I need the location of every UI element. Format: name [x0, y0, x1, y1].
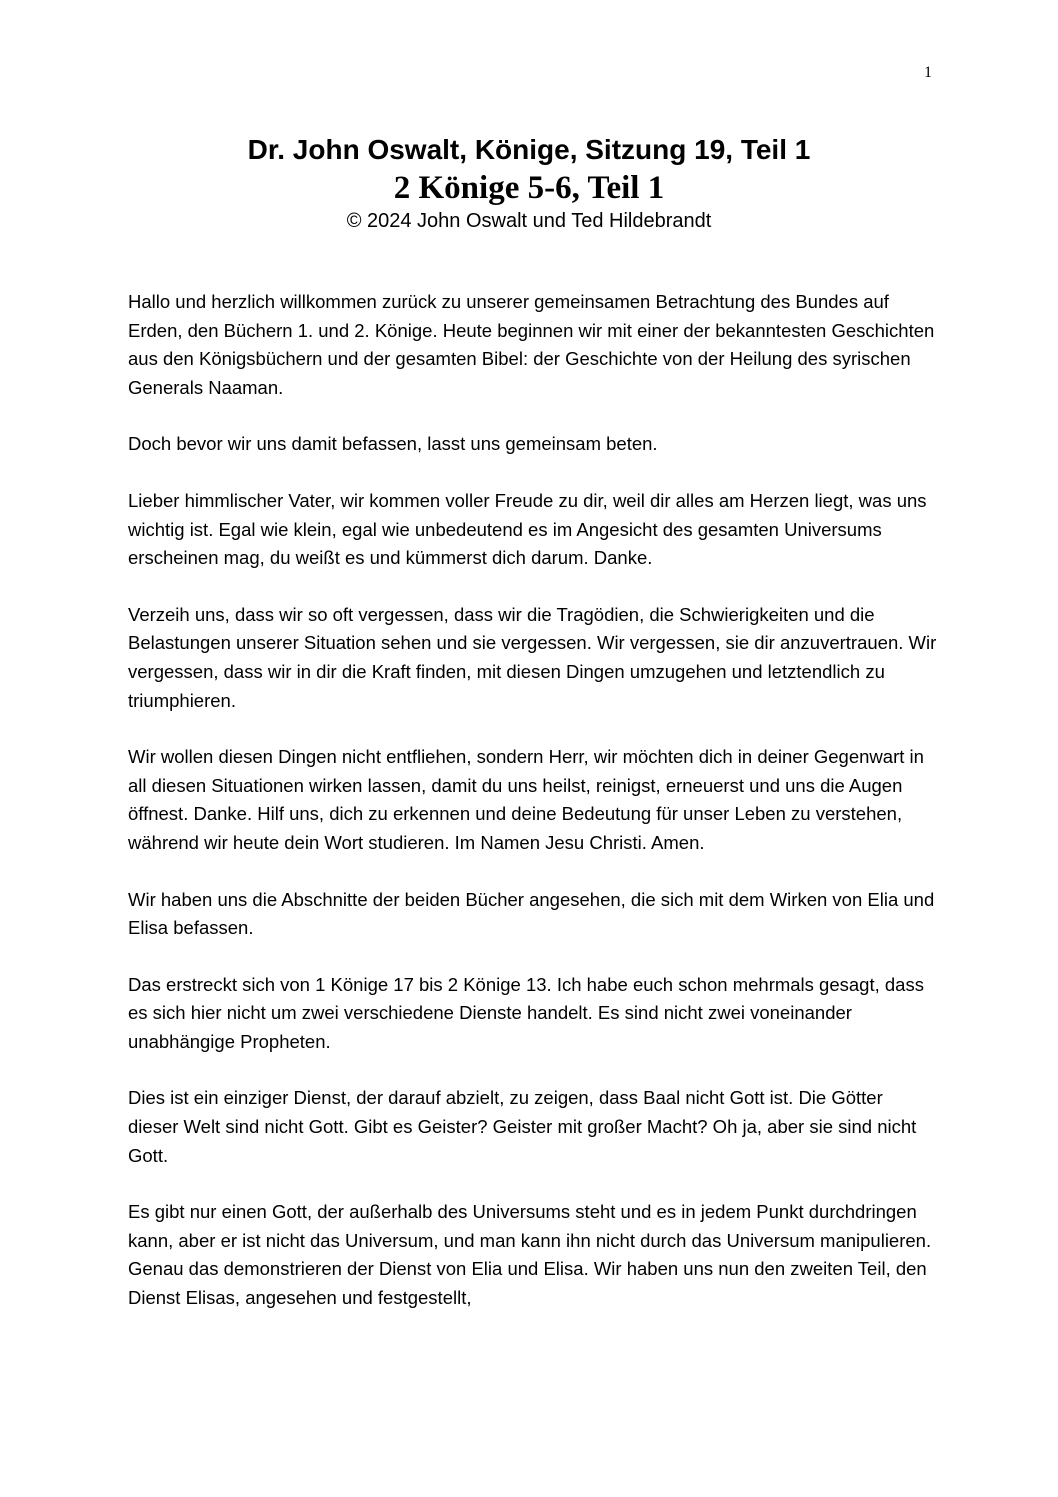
- copyright-line: © 2024 John Oswalt und Ted Hildebrandt: [346, 210, 712, 232]
- document-subtitle: 2 Könige 5-6, Teil 1: [393, 170, 665, 206]
- title-block: [0, 132, 1058, 234]
- paragraph: Es gibt nur einen Gott, der außerhalb des Universums steht und es in jedem Punkt durchdringen kann, aber er ist nicht das Universum, und man kann ihn nicht durch das Universum manipulieren. Genau das demonstrieren der Dienst von Elia und Elisa. Wir haben uns nun den zweiten Teil, den Dienst Elisas, angesehen und festgestellt,: [128, 1201, 932, 1309]
- paragraph: Lieber himmlischer Vater, wir kommen voller Freude zu dir, weil dir alles am Herzen liegt, was uns wichtig ist. Egal wie klein, egal wie unbedeutend es im Angesicht des gesamten Universums erscheinen mag, du weißt es und kümmerst dich darum. Danke.: [128, 489, 927, 569]
- paragraph: Doch bevor wir uns damit befassen, lasst uns gemeinsam beten.: [128, 433, 658, 455]
- paragraph: Wir haben uns die Abschnitte der beiden Bücher angesehen, die sich mit dem Wirken von Elia und Elisa befassen.: [128, 888, 935, 939]
- paragraph: Wir wollen diesen Dingen nicht entfliehen, sondern Herr, wir möchten dich in deiner Gegenwart in all diesen Situationen wirken lassen, damit du uns heilst, reinigst, erneuerst und uns die Augen öffnest. Danke. Hilf uns, dich zu erkennen und deine Bedeutung für unser Leben zu verstehen, während wir heute dein Wort studieren. Im Namen Jesu Christi. Amen.: [128, 746, 924, 853]
- paragraph: Das erstreckt sich von 1 Könige 17 bis 2 Könige 13. Ich habe euch schon mehrmals gesagt, dass es sich hier nicht um zwei verschiedene Dienste handelt. Es sind nicht zwei voneinander unabhängige Propheten.: [128, 973, 924, 1052]
- body-text: [128, 288, 938, 1341]
- document-title: Dr. John Oswalt, Könige, Sitzung 19, Teil 1: [247, 134, 811, 165]
- paragraph: Dies ist ein einziger Dienst, der darauf abzielt, zu zeigen, dass Baal nicht Gott ist. Die Götter dieser Welt sind nicht Gott. Gibt es Geister? Geister mit großer Macht? Oh ja, aber sie sind nicht Gott.: [128, 1087, 917, 1166]
- page-number: 1: [924, 64, 932, 81]
- paragraph: Hallo und herzlich willkommen zurück zu unserer gemeinsamen Betrachtung des Bundes auf Erden, den Büchern 1. und 2. Könige. Heute beginnen wir mit einer der bekanntesten Geschichten aus den Königsbüchern und der gesamten Bibel: der Geschichte von der Heilung des syrischen Generals Naaman.: [128, 291, 935, 398]
- paragraph: Verzeih uns, dass wir so oft vergessen, dass wir die Tragödien, die Schwierigkeiten und die Belastungen unserer Situation sehen und sie vergessen. Wir vergessen, sie dir anzuvertrauen. Wir vergessen, dass wir in dir die Kraft finden, mit diesen Dingen umzugehen und letztendlich zu triumphieren.: [128, 603, 937, 711]
